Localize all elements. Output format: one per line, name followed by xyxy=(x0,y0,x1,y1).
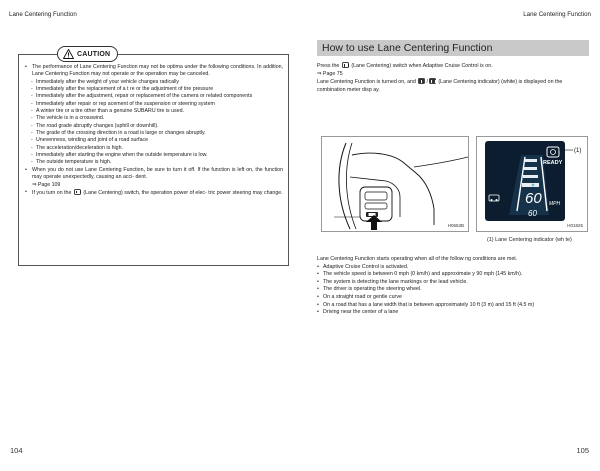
conditions-intro: Lane Centering Function starts operating when all of the follow ng conditions are met. xyxy=(317,256,518,262)
lane-centering-switch-icon xyxy=(342,62,349,68)
condition-item: • Adaptive Cruise Control is activated. xyxy=(317,264,589,272)
condition-item: • On a straight road or gentle curve xyxy=(317,294,589,302)
caution-turn-off-note: • When you do not use Lane Centering Function, be sure to turn it off. If the function is left on, the function may operate unexpectedly, causing an acci- dent. xyxy=(25,167,283,182)
page-reference-link[interactable]: ⇒ Page 75 xyxy=(317,70,343,77)
steering-wheel-illustration xyxy=(322,137,469,232)
warning-triangle-icon xyxy=(63,49,74,59)
caution-condition: - The grade of the crossing direction in a road is large or changes abruptly. xyxy=(25,130,283,137)
meter-set-speed-text: 60 xyxy=(528,209,537,218)
caution-condition: - Immediately after the adjustment, repair or replacement of the camera or related components xyxy=(25,93,283,100)
condition-item: • The vehicle speed is between 0 mph (0 km/h) and approximate y 90 mph (145 km/h). xyxy=(317,271,589,279)
meter-unit-text: MPH xyxy=(549,201,561,207)
callout-number-text: (1) xyxy=(574,148,582,154)
caution-intro: • The performance of Lane Centering Function may not be optima under the following conditions. In addition, Lane Centering Function may not operate or the operation may be canceled. xyxy=(25,64,283,79)
caution-label-text: CAUTION xyxy=(77,50,111,58)
combination-meter-illustration xyxy=(477,137,588,232)
steering-wheel-figure xyxy=(321,136,469,232)
section-heading: How to use Lane Centering Function xyxy=(317,40,589,56)
meter-status-text: READY xyxy=(543,160,563,166)
condition-item: • The system is detecting the lane markings or the lead vehicle. xyxy=(317,279,589,287)
operating-conditions xyxy=(317,256,589,317)
running-head-left: Lane Centering Function xyxy=(9,11,77,18)
page-number-left: 104 xyxy=(10,446,23,455)
indicator-instruction: Lane Centering Function is turned on, and / (Lane Centering indicator) (white) is displayed on the combination meter disp ay. xyxy=(317,79,563,93)
caution-condition: - Immediately after repair or rep acement of the suspension or steering system xyxy=(25,101,283,108)
caution-power-steering-note: • If you turn on the (Lane Centering) switch, the operation power of elec- tric power steering may change. xyxy=(25,189,283,197)
conditions-list xyxy=(317,264,589,317)
condition-item: • On a road that has a lane width that is between approximately 10 ft (3 m) and 15 ft (4.5 m) xyxy=(317,302,589,310)
caution-condition: - Unevenness, winding and joint of a road surface xyxy=(25,137,283,144)
page-reference-link[interactable]: ⇒ Page 109 xyxy=(32,181,61,188)
caution-condition: - Immediately after starting the engine when the outside temperature is low. xyxy=(25,152,283,159)
figure-code: H01825 xyxy=(567,223,583,228)
caution-condition: - Immediately after the weight of your vehicle changes radically xyxy=(25,79,283,86)
caution-label xyxy=(57,46,118,62)
caution-condition: - The outside temperature is high. xyxy=(25,159,283,166)
page-number-right: 105 xyxy=(576,446,589,455)
lane-centering-switch-icon xyxy=(74,189,81,195)
caution-condition: - A winter tire or a tire other than a genuine SUBARU tire is used. xyxy=(25,108,283,115)
caution-condition: - Immediately after the replacement of a t re or the adjustment of tire pressure xyxy=(25,86,283,93)
lane-centering-indicator-alt-icon xyxy=(429,78,436,84)
lane-centering-indicator-icon xyxy=(418,78,425,84)
intro-text xyxy=(317,62,589,94)
caution-box xyxy=(18,50,289,266)
figure-code: H0653B xyxy=(447,223,464,228)
caution-condition: - The road grade abruptly changes (uphill or downhill). xyxy=(25,123,283,130)
running-head-right: Lane Centering Function xyxy=(523,11,591,18)
press-instruction: Press the (Lane Centering) switch when Adaptive Cruise Control is on. xyxy=(317,63,493,69)
caution-body xyxy=(25,64,283,197)
meter-speed-text: 60 xyxy=(525,190,542,207)
figure-caption: (1) Lane Centering indicator (wh te) xyxy=(487,237,572,243)
caution-condition: - The vehicle is in a crosswind. xyxy=(25,115,283,122)
condition-item: • The driver is operating the steering wheel. xyxy=(317,286,589,294)
caution-condition: - The acceleration/deceleration is high. xyxy=(25,145,283,152)
combination-meter-figure xyxy=(476,136,588,232)
condition-item: • Driving near the center of a lane xyxy=(317,309,589,317)
